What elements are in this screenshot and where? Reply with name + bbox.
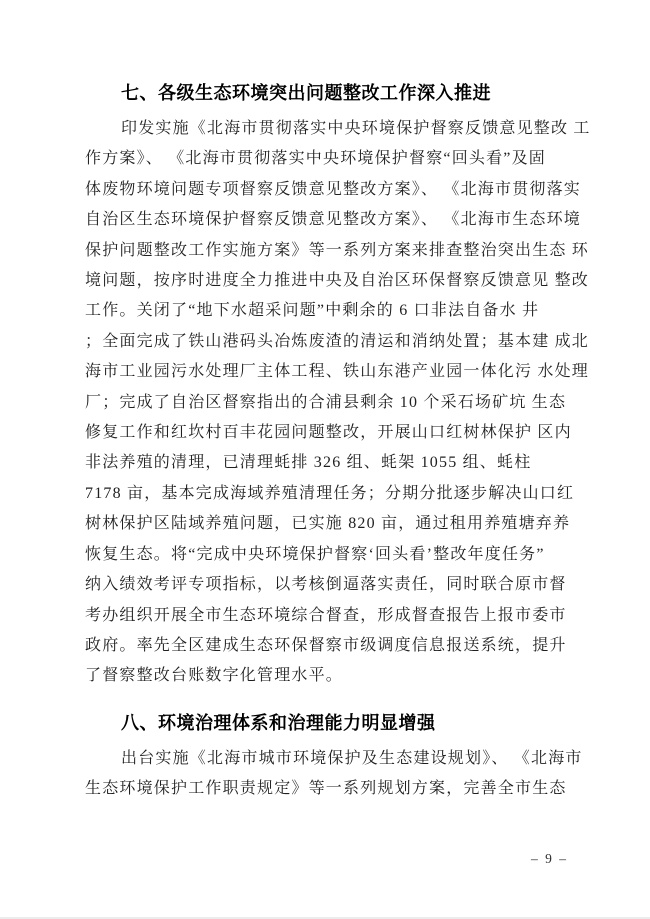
section-7-paragraph xyxy=(85,114,622,692)
text-line: 境问题，按序时进度全力推进中央及自治区环保督察反馈意见 整改 xyxy=(85,272,590,290)
text-line: 厂；完成了自治区督察指出的合浦县剩余 10 个采石场矿坑 生态 xyxy=(85,393,567,411)
text-line: 印发实施《北海市贯彻落实中央环境保护督察反馈意见整改 工 xyxy=(121,120,591,137)
text-line: 考办组织开展全市生态环境综合督查，形成督查报告上报市委市 xyxy=(85,606,567,624)
section-8 xyxy=(85,710,622,805)
text-line: 恢复生态。将“完成中央环境保护督察‘回头看’整改年度任务” xyxy=(85,545,545,563)
text-line: 海市工业园污水处理厂主体工程、铁山东港产业园一体化污 水处理 xyxy=(85,363,590,381)
section-7 xyxy=(85,80,622,692)
text-line: 保护问题整改工作实施方案》等一系列方案来排查整治突出生态 环 xyxy=(85,241,590,259)
text-line: 树林保护区陆域养殖问题，已实施 820 亩，通过租用养殖塘弃养 xyxy=(85,515,571,533)
text-line: 生态环境保护工作职责规定》等一系列规划方案，完善全市生态 xyxy=(85,780,567,798)
text-line: 修复工作和红坎村百丰花园问题整改，开展山口红树林保护 区内 xyxy=(85,424,572,442)
text-line: 作方案》、 《北海市贯彻落实中央环境保护督察“回头看”及固 xyxy=(85,150,547,168)
text-line: 了督察整改台账数字化管理水平。 xyxy=(85,667,344,685)
text-line: 7178 亩，基本完成海域养殖清理任务；分期分批逐步解决山口红 xyxy=(85,484,575,502)
text-line: 体废物环境问题专项督察反馈意见整改方案》、 《北海市贯彻落实 xyxy=(85,180,582,198)
page-number: – 9 – xyxy=(531,851,568,866)
text-line: 出台实施《北海市城市环境保护及生态建设规划》、 《北海市 xyxy=(121,749,583,767)
section-8-heading: 八、环境治理体系和治理能力明显增强 xyxy=(121,712,436,733)
section-8-paragraph xyxy=(85,744,622,805)
text-line: 政府。率先全区建成生态环保督察市级调度信息报送系统，提升 xyxy=(85,636,567,654)
section-7-heading: 七、各级生态环境突出问题整改工作深入推进 xyxy=(121,83,491,103)
text-line: 纳入绩效考评专项指标，以考核倒逼落实责任，同时联合原市督 xyxy=(85,576,567,594)
text-line: ；全面完成了铁山港码头冶炼废渣的清运和消纳处置；基本建 成北 xyxy=(85,332,590,350)
text-line: 自治区生态环境保护督察反馈意见整改方案》、 《北海市生态环境 xyxy=(85,211,582,229)
text-line: 非法养殖的清理，已清理蚝排 326 组、蚝架 1055 组、蚝柱 xyxy=(85,454,532,472)
text-line: 工作。关闭了“地下水超采问题”中剩余的 6 口非法自备水 井 xyxy=(85,302,540,320)
